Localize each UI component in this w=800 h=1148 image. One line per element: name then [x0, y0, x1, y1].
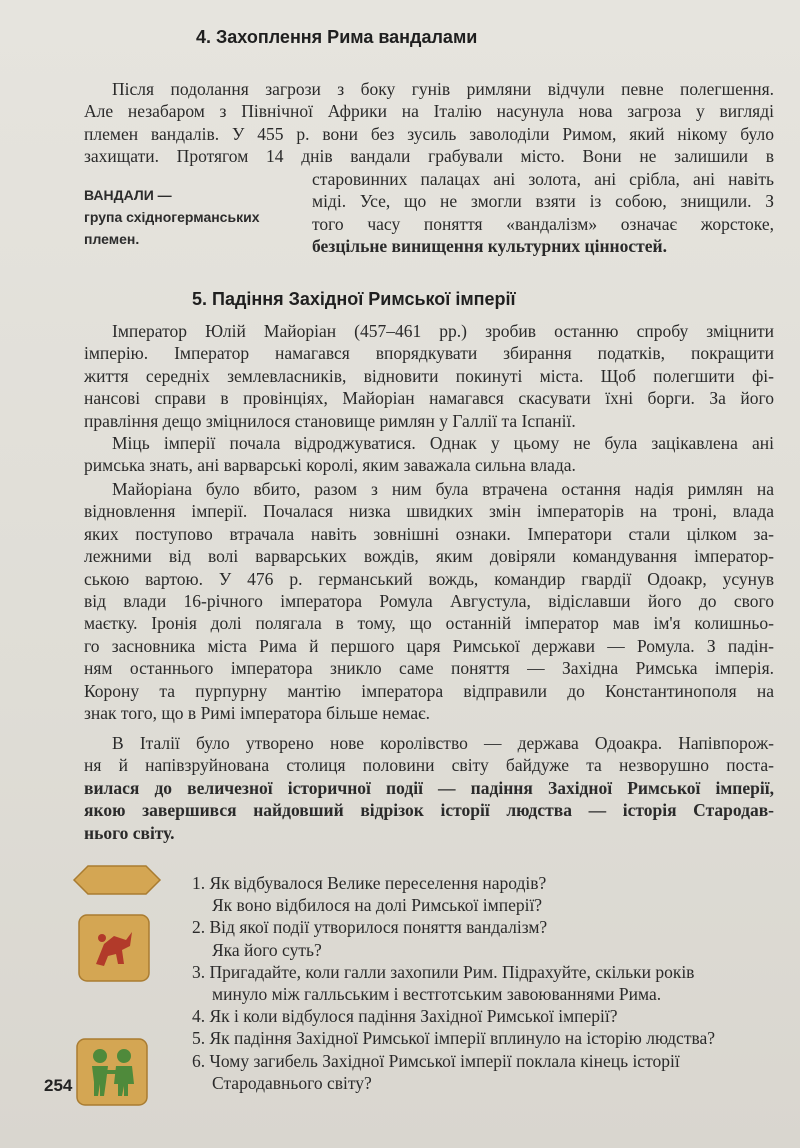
- text-line: маєтку. Іронія долі полягала в тому, що останній імператор мав ім'я колишньо-: [84, 613, 774, 634]
- text-line: імперію. Імператор намагався впорядкувати збирання податків, покращити: [84, 343, 774, 364]
- question-item: 3. Пригадайте, коли галли захопили Рим. Підрахуйте, скільки років: [192, 961, 695, 982]
- text-line: лежними від волі варварських вождів, яким довіряли командування імператор-: [84, 546, 774, 567]
- section-5-title: 5. Падіння Західної Римської імперії: [192, 289, 516, 309]
- text-line: римська знать, ані варварські королі, яким заважала сильна влада.: [84, 455, 576, 476]
- section-5-paragraph-3: [84, 478, 774, 724]
- text-line: захищати. Протягом 14 днів вандали грабували місто. Вони не залишили в: [84, 146, 774, 167]
- section-4-intro: [84, 78, 774, 168]
- text-line: племен вандалів. У 455 р. вони без зусиль заволоділи Римом, який нікому було: [84, 123, 774, 144]
- text-line: ською вартою. У 476 р. германський вождь, командир гвардії Одоакр, усунув: [84, 568, 774, 589]
- question-item: минуло між галльським і вестготським завоюваннями Рима.: [212, 984, 662, 1005]
- text-line: Після подолання загрози з боку гунів римляни відчули певне полегшення.: [112, 79, 774, 99]
- question-item: 1. Як відбувалося Велике переселення народів?: [192, 873, 547, 893]
- question-item: 6. Чому загибель Західної Римської імперії поклала кінець історії: [192, 1050, 680, 1071]
- section-5-paragraph-1: [84, 320, 774, 432]
- glossary-term: ВАНДАЛИ —: [84, 187, 172, 203]
- question-item: Яка його суть?: [212, 939, 322, 960]
- text-line: Імператор Юлій Майоріан (457–461 рр.) зробив останню спробу зміцнити: [112, 321, 774, 341]
- text-line: безцільне винищення культурних цінностей.: [312, 236, 667, 257]
- text-line: відновлення імперії. Почалася низка швидких змін імператорів на троні, влада: [84, 501, 774, 522]
- question-item: 2. Від якої події утворилося поняття вандалізм?: [192, 917, 548, 938]
- question-item: 4. Як і коли відбулося падіння Західної Римської імперії?: [192, 1006, 618, 1027]
- text-line: нього світу.: [84, 822, 175, 843]
- text-line: ням останнього імператора зникло саме поняття — Західна Римська імперія.: [84, 658, 774, 679]
- text-line: В Італії було утворено нове королівство — держава Одоакра. Напівпорож-: [112, 733, 774, 753]
- question-item: 5. Як падіння Західної Римської імперії вплинуло на історію людства?: [192, 1028, 716, 1049]
- section-4-title: 4. Захоплення Рима вандалами: [196, 27, 478, 47]
- page-number: 254: [44, 1076, 73, 1095]
- question-item: Як воно відбилося на долі Римської імперії?: [212, 895, 543, 916]
- two-children-icon: [76, 1038, 148, 1106]
- text-line: го засновника міста Рима й першого царя Римської держави — Ромула. З падін-: [84, 635, 774, 656]
- text-line: старовинних палацах ані золота, ані срібла, ані навіть: [312, 169, 774, 189]
- text-line: Майоріана було вбито, разом з ним була втрачена остання надія римлян на: [112, 479, 774, 499]
- text-line: життя середніх землевласників, відновити покинуті міста. Щоб полегшити фі-: [84, 365, 774, 386]
- text-line: ня й напівзруйнована столиця половини світу байдуже та незворушно поста-: [84, 755, 774, 776]
- text-line: Корону та пурпурну мантію імператора відправили до Константинополя на: [84, 680, 774, 701]
- dragon-figure-icon: [78, 914, 150, 982]
- review-questions: [192, 872, 788, 1094]
- section-5-paragraph-4: [84, 732, 774, 844]
- text-line: від влади 16-річного імператора Ромула Августула, відіславши його до свого: [84, 591, 774, 612]
- text-line: міді. Усе, що не змогли взяти із собою, знищили. З: [312, 191, 774, 212]
- question-arrow-icon: [72, 858, 162, 902]
- text-line: правління дещо зміцнилося становище римлян у Галлії та Іспанії.: [84, 410, 576, 431]
- text-line: Міць імперії почала відроджуватися. Однак у цьому не була зацікавлена ані: [112, 433, 774, 453]
- text-line: якою завершився найдовший відрізок історії людства — історія Стародав-: [84, 800, 774, 821]
- glossary-definition: група східногерманських племен.: [84, 209, 260, 247]
- text-line: вилася до величезної історичної події — падіння Західної Римської імперії,: [84, 777, 774, 798]
- text-line: яких поступово втрачала навіть зовнішні ознаки. Імператори стали цілком за-: [84, 523, 774, 544]
- glossary-box: [84, 184, 294, 250]
- text-line: знак того, що в Римі імператора більше немає.: [84, 703, 431, 724]
- text-line: того часу поняття «вандалізм» означає жорстоке,: [312, 213, 774, 234]
- section-5-paragraph-2: [84, 432, 774, 477]
- text-line: Але незабаром з Північної Африки на Італію насунула нова загроза у вигляді: [84, 101, 774, 122]
- question-item: Стародавнього світу?: [212, 1072, 372, 1093]
- section-4-side-text: [312, 168, 774, 258]
- text-line: нансові справи в провінціях, Майоріан намагався скасувати їхні борги. За його: [84, 388, 774, 409]
